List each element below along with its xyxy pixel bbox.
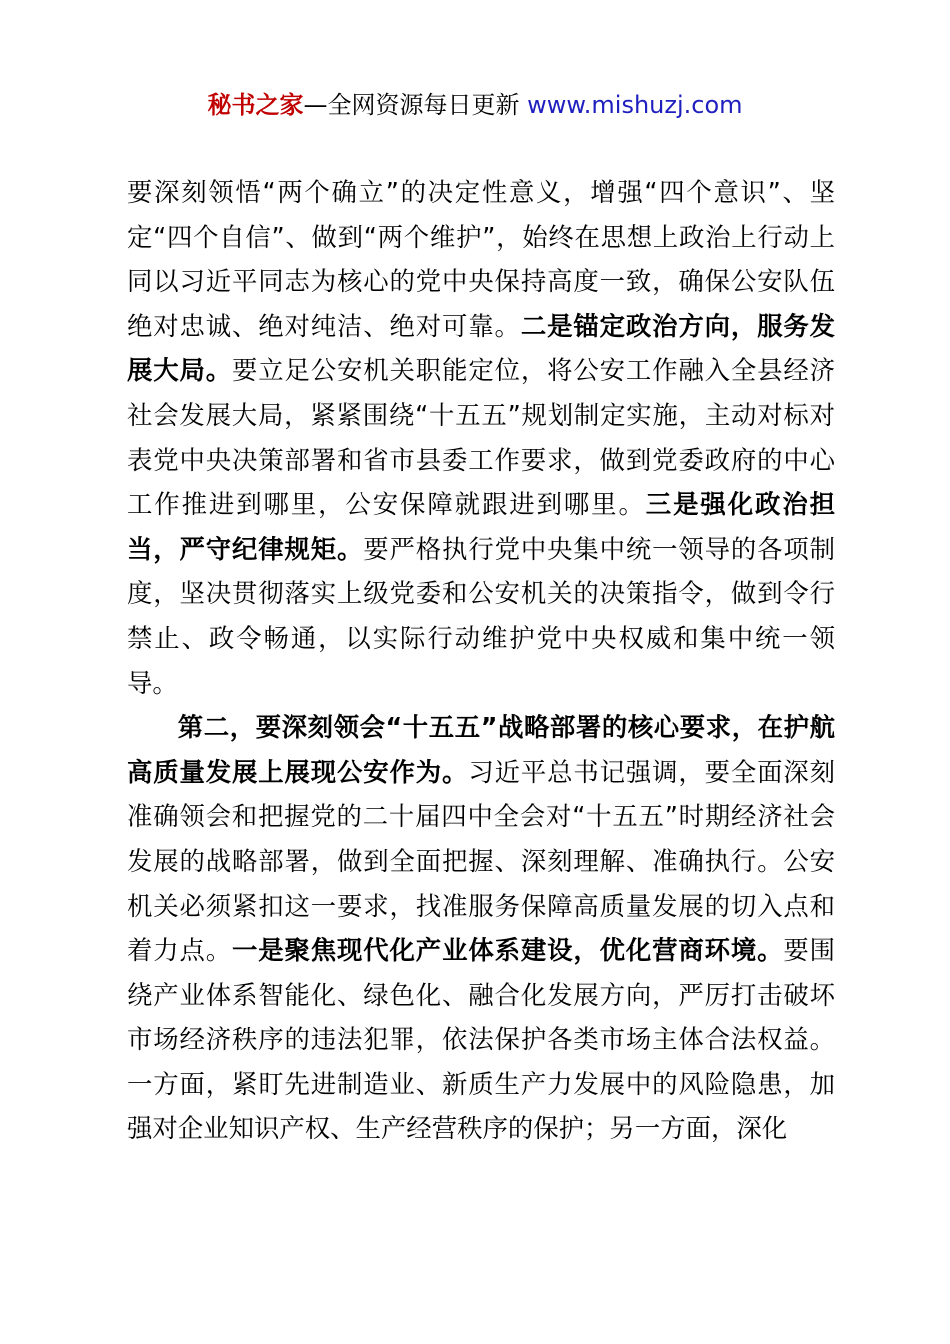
site-slogan: —全网资源每日更新 bbox=[303, 91, 520, 119]
paragraph-text: 习近平总书记强调，要全面深刻准确领会和把握党的二十届四中全会对“十五五”时期经济社会发展的战略部署，做到全面把握、深刻理解、准确执行。公安机关必须紧扣这一要求，找准服务保障高质量发展的切入点和着力点。 bbox=[127, 756, 836, 966]
paragraph-text: 要严格执行党中央集中统一领导的各项制度，坚决贯彻落实上级党委和公安机关的决策指令，做到令行禁止、政令畅通，以实际行动维护党中央权威和集中统一领导。 bbox=[127, 533, 836, 698]
paragraph-text: 要深刻领悟“两个确立”的决定性意义，增强“四个意识”、坚定“四个自信”、做到“两个维护”，始终在思想上政治上行动上同以习近平同志为核心的党中央保持高度一致，确保公安队伍绝对忠诚、绝对纯洁、绝对可靠。 bbox=[127, 177, 835, 341]
paragraph-2 bbox=[127, 705, 835, 1151]
bold-heading-2: 二是锚定政治方向，服务发展大局。 bbox=[127, 310, 836, 386]
page-header bbox=[0, 86, 950, 124]
paragraph-text: 要立足公安机关职能定位，将公安工作融入全县经济社会发展大局，紧紧围绕“十五五”规划制定实施，主动对标对表党中央决策部署和省市县委工作要求，做到党委政府的中心工作推进到哪里，公安保障就跟进到哪里。 bbox=[127, 355, 836, 520]
bold-heading-3: 三是强化政治担当，严守纪律规矩。 bbox=[127, 489, 836, 564]
bold-heading-1: 一是聚焦现代化产业体系建设，优化营商环境。 bbox=[232, 935, 784, 966]
section-heading: 第二，要深刻领会“十五五”战略部署的核心要求，在护航高质量发展上展现公安作为。 bbox=[127, 712, 835, 787]
paragraph-1 bbox=[127, 170, 835, 705]
site-url-link[interactable]: www.mishuzj.com bbox=[527, 91, 743, 119]
paragraph-text: 要围绕产业体系智能化、绿色化、融合化发展方向，严厉打击破坏市场经济秩序的违法犯罪，依法保护各类市场主体合法权益。一方面，紧盯先进制造业、新质生产力发展中的风险隐患，加强对企业知识产权、生产经营秩序的保护；另一方面，深化 bbox=[127, 935, 836, 1144]
site-name: 秘书之家 bbox=[207, 91, 304, 119]
document-body bbox=[127, 170, 835, 1151]
